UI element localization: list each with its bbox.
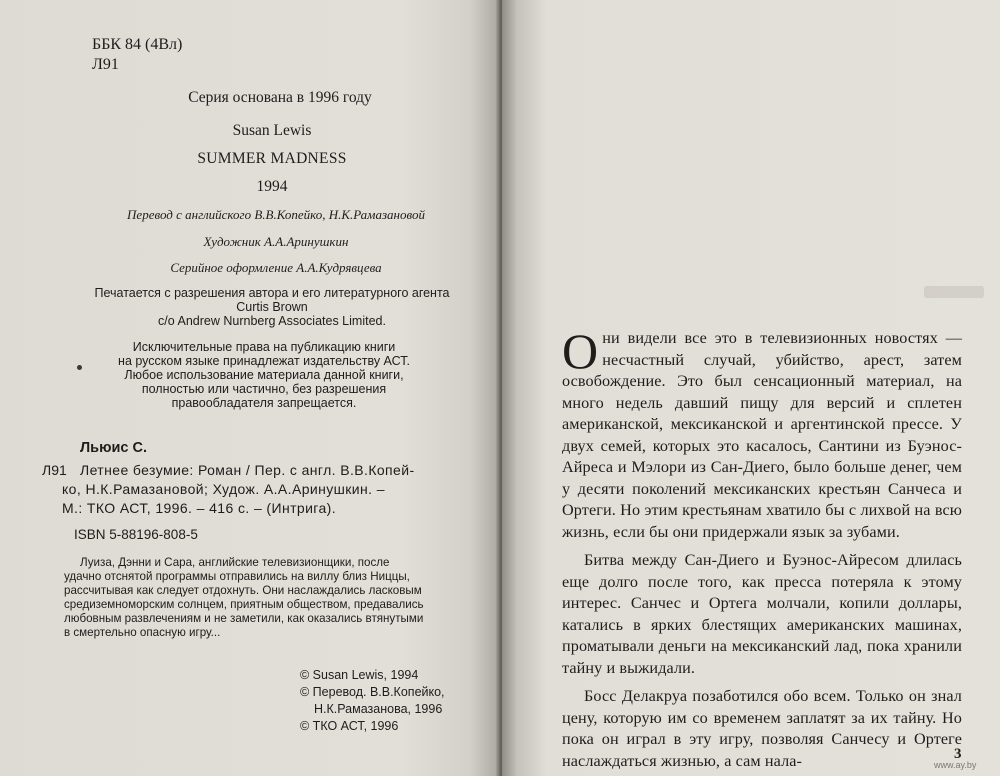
translation-credit: Перевод с английского В.В.Копейко, Н.К.Рамазановой — [127, 207, 425, 222]
print-dot — [77, 365, 82, 370]
rights-line: полностью или частично, без разрешения — [141, 382, 387, 396]
paragraph — [562, 323, 962, 543]
faint-show-through — [924, 286, 984, 298]
drop-cap: О — [562, 323, 599, 379]
paragraph: Босс Делакруа позаботился обо всем. Только он знал цену, которую им со временем заплатят за их тайну. Но пока он играл в эту игру, позволяя Санчесу и Ортеге наслаждаться жизнью, а сам нала- — [562, 687, 962, 770]
annotation-line: Луиза, Дэнни и Сара, английские телевизионщики, после — [80, 556, 390, 569]
bibliographic-line: М.: ТКО АСТ, 1996. – 416 с. – (Интрига). — [62, 500, 337, 516]
annotation-line: в смертельно опасную игру... — [64, 626, 221, 639]
bibliographic-line: ко, Н.К.Рамазановой; Худож. А.А.Аринушкин. – — [62, 481, 385, 497]
copyright-line: © Перевод. В.В.Копейко, — [300, 685, 445, 699]
isbn: ISBN 5-88196-808-5 — [74, 527, 198, 542]
bibliographic-code: Л91 — [42, 462, 67, 478]
rights-line: Исключительные права на публикацию книги — [132, 340, 396, 354]
copyright-line: Н.К.Рамазанова, 1996 — [314, 702, 443, 716]
annotation-line: удачно отснятой программы отправились на виллу близ Ниццы, — [64, 570, 410, 583]
classification-code: ББК 84 (4Вл) — [92, 36, 183, 53]
annotation-line: средиземноморским солнцем, приятным обществом, предавались — [64, 598, 424, 611]
series-note: Серия основана в 1996 году — [188, 89, 372, 106]
library-code: Л91 — [92, 56, 119, 73]
chapter-text — [562, 323, 962, 772]
annotation-line: любовным развлечениям и не заметили, как оказались втянутыми — [64, 612, 424, 625]
bibliographic-author: Льюис С. — [80, 440, 147, 456]
book-title: SUMMER MADNESS — [197, 150, 347, 167]
artist-credit: Художник А.А.Аринушкин — [203, 234, 349, 249]
series-design-credit: Серийное оформление А.А.Кудрявцева — [170, 260, 382, 275]
paragraph-text: ни видели все это в телевизионных новостях — несчастный случай, убийство, арест, затем освобождение. Это был сенсационный материал, на много недель давший пищу для версий и сплетен американской, мексиканской и аргентинской прессе. У двух семей, которых это касалось, Сантини из Буэнос-Айреса и Мэлори из Сан-Диего, было больше денег, чем у десяти поколений мексиканских крестьян Санчеса и Ортеги. Но этим крестьянам хватило бы с лихвой на всю жизнь, если бы они придержали язык за зубами. — [562, 329, 962, 541]
page-number: 3 — [954, 746, 962, 762]
original-year: 1994 — [256, 178, 288, 195]
paragraph: Битва между Сан-Диего и Буэнос-Айресом длилась еще долго после того, как пресса потеряла к этому интерес. Санчес и Ортега молчали, копили доллары, катались в ярких блестящих американских машинах, проматывали деньги на мексиканский лад, пока хранили тайну и выжидали. — [562, 551, 962, 677]
permission-line: Curtis Brown — [236, 300, 308, 314]
rights-line: Любое использование материала данной книги, — [124, 368, 404, 382]
copyright-line: © Susan Lewis, 1994 — [300, 668, 419, 682]
watermark: www.ay.by — [934, 760, 977, 770]
permission-line: c/o Andrew Nurnberg Associates Limited. — [158, 314, 386, 328]
rights-line: на русском языке принадлежат издательству АСТ. — [118, 354, 410, 368]
bibliographic-line: Летнее безумие: Роман / Пер. с англ. В.В.Копей- — [80, 462, 415, 478]
author-name: Susan Lewis — [232, 122, 312, 139]
copyright-line: © ТКО АСТ, 1996 — [300, 719, 399, 733]
annotation-line: рассчитывая как следует отдохнуть. Они наслаждались ласковым — [64, 584, 422, 597]
rights-line: правообладателя запрещается. — [171, 396, 357, 410]
permission-line: Печатается с разрешения автора и его литературного агента — [94, 286, 450, 300]
right-page — [502, 0, 1000, 776]
